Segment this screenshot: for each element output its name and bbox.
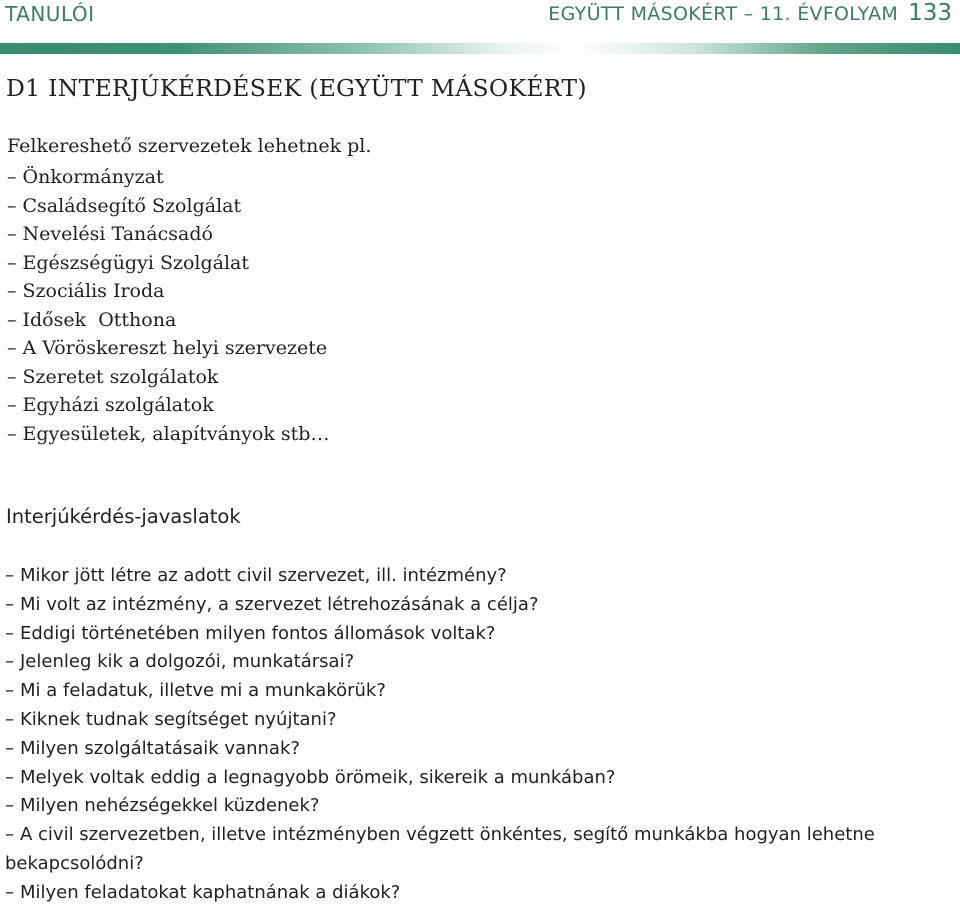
question-text: Kiknek tudnak segítséget nyújtani? [20, 708, 337, 730]
organization-name: Egészségügyi Szolgálat [22, 251, 250, 274]
list-item [5, 792, 955, 821]
list-item [5, 764, 955, 793]
dash: – [5, 565, 14, 586]
list-item [7, 163, 329, 192]
organization-name: Szeretet szolgálatok [22, 365, 219, 388]
dash: – [5, 881, 14, 903]
dash: – [7, 280, 17, 302]
question-text: Milyen feladatokat kaphatnának a diákok? [20, 881, 401, 903]
question-text: Melyek voltak eddig a legnagyobb örömeik, sikereik a munkában? [20, 766, 616, 788]
dash: – [5, 680, 14, 702]
question-text: Milyen nehézségekkel küzdenek? [20, 795, 320, 817]
dash: – [7, 337, 17, 359]
list-item [7, 220, 329, 249]
list-item [7, 277, 329, 306]
list-item [7, 420, 329, 449]
organization-name: Családsegítő Szolgálat [22, 194, 242, 217]
list-item [5, 562, 955, 591]
question-text: Mi volt az intézmény, a szervezet létrehozásának a célja? [20, 593, 539, 615]
list-item [7, 192, 329, 221]
dash: – [7, 422, 17, 445]
question-text: Eddigi történetében milyen fontos állomások voltak? [20, 622, 496, 644]
list-item [7, 334, 329, 363]
question-text: Mikor jött létre az adott civil szervezet, ill. intézmény? [20, 565, 507, 586]
organization-name: Egyesületek, alapítványok stb… [22, 422, 330, 445]
list-item [5, 879, 955, 908]
question-text: Jelenleg kik a dolgozói, munkatársai? [20, 651, 355, 673]
dash: – [5, 708, 14, 730]
page-title: D1 INTERJÚKÉRDÉSEK (EGYÜTT MÁSOKÉRT) [6, 74, 587, 102]
list-item [5, 620, 955, 649]
list-item [5, 706, 955, 735]
dash: – [7, 194, 17, 217]
dash: – [7, 251, 17, 274]
section-subtitle: Interjúkérdés-javaslatok [6, 505, 241, 528]
list-item [7, 306, 329, 335]
dash: – [7, 394, 17, 416]
dash: – [7, 365, 17, 388]
dash: – [5, 795, 14, 817]
dash: – [5, 824, 14, 846]
dash: – [5, 651, 14, 673]
organization-name: A Vöröskereszt helyi szervezete [22, 337, 328, 359]
organizations-intro: Felkereshető szervezetek lehetnek pl. [7, 135, 372, 157]
list-item [7, 249, 329, 278]
organization-name: Idősek Otthona [22, 308, 177, 331]
dash: – [5, 766, 14, 788]
dash: – [5, 737, 14, 759]
header-right [548, 0, 952, 26]
header-color-band [0, 43, 960, 54]
interview-questions-list [5, 562, 955, 908]
dash: – [7, 166, 17, 188]
list-item [5, 648, 955, 677]
dash: – [7, 223, 17, 245]
dash: – [5, 622, 14, 644]
question-text: Milyen szolgáltatásaik vannak? [20, 737, 300, 759]
organization-name: Szociális Iroda [22, 280, 165, 302]
list-item [7, 391, 329, 420]
list-item [5, 821, 955, 879]
section-label: TANULÓI [5, 2, 95, 26]
question-text: Mi a feladatuk, illetve mi a munkakörük? [20, 680, 386, 702]
page-header [0, 0, 960, 32]
series-label: EGYÜTT MÁSOKÉRT – 11. ÉVFOLYAM [548, 3, 899, 25]
dash: – [7, 308, 17, 331]
organizations-list [7, 163, 329, 448]
dash: – [5, 593, 14, 615]
organization-name: Nevelési Tanácsadó [22, 223, 213, 245]
organization-name: Önkormányzat [22, 166, 164, 188]
list-item [5, 591, 955, 620]
list-item [5, 735, 955, 764]
list-item [7, 363, 329, 392]
organization-name: Egyházi szolgálatok [22, 394, 214, 416]
question-text: A civil szervezetben, illetve intézményben végzett önkéntes, segítő munkákba hogyan lehetne bekapcsolódni? [5, 824, 875, 874]
page-number: 133 [908, 0, 952, 26]
list-item [5, 677, 955, 706]
